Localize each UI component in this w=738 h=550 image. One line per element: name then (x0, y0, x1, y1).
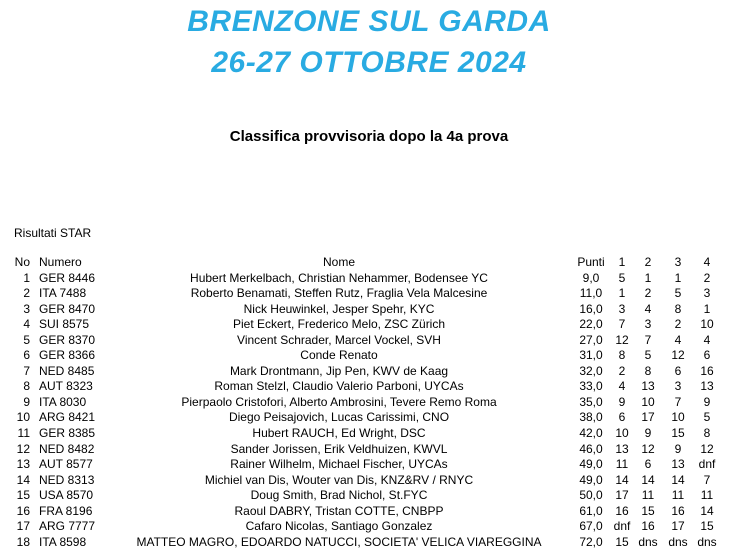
col-header-no: No (14, 255, 30, 269)
cell-race-2: 14 (641, 472, 655, 487)
cell-race-3: 3 (674, 379, 682, 394)
cell-nome: Roman Stelzl, Claudio Valerio Parboni, UYCAs (214, 379, 464, 394)
cell-punti: 72,0 (579, 534, 603, 549)
cell-punti: 16,0 (579, 301, 603, 316)
cell-race-1: 14 (615, 472, 629, 487)
cell-nome: Conde Renato (300, 348, 378, 363)
cell-race-1: 13 (615, 441, 629, 456)
cell-no: 6 (23, 348, 30, 363)
cell-race-3: 7 (674, 394, 682, 409)
cell-punti: 49,0 (579, 472, 603, 487)
cell-punti: 33,0 (579, 379, 603, 394)
cell-race-4: 6 (703, 348, 711, 363)
cell-no: 14 (16, 472, 30, 487)
cell-race-2: 7 (644, 332, 652, 347)
cell-race-3: 12 (671, 348, 685, 363)
cell-race-4: 11 (700, 488, 714, 503)
cell-numero: ARG 7777 (39, 519, 96, 534)
col-header-race-4: 4 (703, 255, 711, 269)
cell-nome: Vincent Schrader, Marcel Vockel, SVH (237, 332, 441, 347)
table-row (0, 442, 722, 458)
cell-no: 17 (16, 519, 30, 534)
table-row (0, 488, 722, 504)
event-dates: 26-27 OTTOBRE 2024 (211, 46, 527, 79)
cell-race-4: 9 (703, 394, 711, 409)
table-row (0, 302, 722, 318)
cell-race-3: 1 (674, 270, 682, 285)
cell-race-2: 2 (644, 286, 652, 301)
cell-numero: GER 8470 (39, 301, 96, 316)
cell-no: 3 (23, 301, 30, 316)
table-row (0, 364, 722, 380)
cell-punti: 35,0 (579, 394, 603, 409)
table-row (0, 286, 722, 302)
cell-nome: Rainer Wilhelm, Michael Fischer, UYCAs (230, 457, 448, 472)
cell-race-1: 4 (618, 379, 626, 394)
cell-punti: 11,0 (579, 286, 603, 301)
cell-race-2: 12 (641, 441, 655, 456)
cell-race-4: 5 (703, 410, 711, 425)
cell-nome: Pierpaolo Cristofori, Alberto Ambrosini, Tevere Remo Roma (181, 394, 497, 409)
cell-race-2: 9 (644, 426, 652, 441)
cell-race-1: 8 (618, 348, 626, 363)
cell-numero: AUT 8323 (39, 379, 93, 394)
cell-race-2: 3 (644, 317, 652, 332)
cell-race-4: 14 (700, 503, 714, 518)
cell-punti: 50,0 (579, 488, 603, 503)
cell-race-1: 5 (618, 270, 626, 285)
cell-race-4: 12 (700, 441, 714, 456)
table-row (0, 395, 722, 411)
cell-race-4: 16 (700, 363, 714, 378)
cell-race-1: 17 (615, 488, 629, 503)
cell-race-3: 10 (671, 410, 685, 425)
cell-no: 8 (23, 379, 30, 394)
cell-race-3: 15 (671, 426, 685, 441)
cell-numero: GER 8366 (39, 348, 96, 363)
table-row (0, 317, 722, 333)
cell-nome: Diego Peisajovich, Lucas Carissimi, CNO (228, 410, 450, 425)
cell-punti: 31,0 (579, 348, 603, 363)
cell-race-3: dns (668, 534, 688, 549)
cell-punti: 61,0 (579, 503, 603, 518)
cell-race-4: 15 (700, 519, 714, 534)
cell-punti: 22,0 (579, 317, 603, 332)
table-row (0, 535, 722, 550)
cell-nome: Roberto Benamati, Steffen Rutz, Fraglia Vela Malcesine (190, 286, 488, 301)
cell-race-3: 11 (671, 488, 685, 503)
cell-race-4: 3 (703, 286, 711, 301)
cell-race-1: 3 (618, 301, 626, 316)
cell-no: 4 (23, 317, 30, 332)
cell-punti: 46,0 (579, 441, 603, 456)
cell-no: 9 (23, 394, 30, 409)
cell-nome: Nick Heuwinkel, Jesper Spehr, KYC (243, 301, 435, 316)
results-body (0, 271, 722, 550)
table-row (0, 473, 722, 489)
cell-numero: ITA 7488 (39, 286, 87, 301)
cell-no: 1 (23, 270, 30, 285)
cell-punti: 49,0 (579, 457, 603, 472)
table-row (0, 379, 722, 395)
table-row (0, 333, 722, 349)
cell-race-3: 9 (674, 441, 682, 456)
table-header-row (0, 255, 722, 271)
col-header-punti: Punti (577, 255, 605, 269)
cell-nome: Michiel van Dis, Wouter van Dis, KNZ&RV / RNYC (204, 472, 474, 487)
cell-race-4: 8 (703, 426, 711, 441)
cell-numero: FRA 8196 (39, 503, 93, 518)
cell-punti: 67,0 (579, 519, 603, 534)
cell-nome: Hubert RAUCH, Ed Wright, DSC (252, 426, 426, 441)
cell-no: 11 (17, 426, 30, 441)
cell-race-3: 13 (671, 457, 685, 472)
cell-race-4: 13 (700, 379, 714, 394)
cell-no: 13 (16, 457, 30, 472)
cell-punti: 38,0 (579, 410, 603, 425)
cell-numero: SUI 8575 (39, 317, 90, 332)
cell-race-3: 14 (671, 472, 685, 487)
cell-no: 5 (23, 332, 30, 347)
cell-numero: USA 8570 (39, 488, 94, 503)
cell-race-1: 2 (618, 363, 626, 378)
cell-nome: MATTEO MAGRO, EDOARDO NATUCCI, SOCIETA' VELICA VIAREGGINA (136, 534, 542, 549)
cell-race-1: 6 (618, 410, 626, 425)
cell-no: 16 (16, 503, 30, 518)
cell-race-4: 10 (700, 317, 714, 332)
cell-punti: 9,0 (582, 270, 600, 285)
table-row (0, 271, 722, 287)
cell-no: 18 (16, 534, 30, 549)
cell-numero: GER 8446 (39, 270, 96, 285)
cell-race-3: 17 (671, 519, 685, 534)
cell-nome: Hubert Merkelbach, Christian Nehammer, Bodensee YC (190, 270, 488, 285)
cell-race-2: 13 (641, 379, 655, 394)
cell-nome: Sander Jorissen, Erik Veldhuizen, KWVL (230, 441, 448, 456)
cell-race-1: 11 (615, 457, 629, 472)
cell-race-4: 7 (703, 472, 711, 487)
cell-nome: Cafaro Nicolas, Santiago Gonzalez (245, 519, 433, 534)
col-header-race-1: 1 (618, 255, 626, 269)
table-row (0, 519, 722, 535)
cell-no: 15 (16, 488, 30, 503)
results-table (0, 255, 722, 550)
cell-race-2: 10 (641, 394, 655, 409)
cell-no: 2 (23, 286, 30, 301)
table-row (0, 348, 722, 364)
cell-race-4: 1 (703, 301, 711, 316)
cell-race-4: dnf (698, 457, 716, 472)
cell-race-1: 15 (615, 534, 629, 549)
cell-race-2: 5 (644, 348, 652, 363)
cell-numero: ARG 8421 (39, 410, 96, 425)
col-header-numero: Numero (39, 255, 82, 269)
event-title: BRENZONE SUL GARDA (187, 5, 551, 38)
col-header-race-3: 3 (674, 255, 682, 269)
page-subtitle: Classifica provvisoria dopo la 4a prova (229, 128, 509, 145)
cell-no: 12 (16, 441, 30, 456)
cell-numero: GER 8385 (39, 426, 96, 441)
cell-race-2: 16 (641, 519, 655, 534)
cell-race-2: 17 (641, 410, 655, 425)
cell-punti: 32,0 (579, 363, 603, 378)
cell-race-3: 16 (671, 503, 685, 518)
cell-no: 7 (23, 363, 30, 378)
col-header-nome: Nome (322, 255, 355, 269)
cell-race-4: 4 (703, 332, 711, 347)
cell-race-3: 6 (674, 363, 682, 378)
cell-race-1: 1 (618, 286, 626, 301)
cell-race-2: 11 (641, 488, 655, 503)
cell-race-1: dnf (613, 519, 631, 534)
cell-race-2: dns (638, 534, 658, 549)
cell-punti: 27,0 (579, 332, 603, 347)
section-label: Risultati STAR (14, 226, 92, 240)
cell-race-2: 1 (644, 270, 652, 285)
table-row (0, 504, 722, 520)
cell-race-3: 2 (674, 317, 682, 332)
table-row (0, 457, 722, 473)
table-row (0, 410, 722, 426)
cell-nome: Piet Eckert, Frederico Melo, ZSC Zürich (232, 317, 446, 332)
cell-nome: Doug Smith, Brad Nichol, St.FYC (250, 488, 428, 503)
col-header-race-2: 2 (644, 255, 652, 269)
cell-numero: NED 8485 (39, 363, 95, 378)
cell-numero: AUT 8577 (39, 457, 93, 472)
cell-race-2: 6 (644, 457, 652, 472)
cell-race-3: 8 (674, 301, 682, 316)
cell-race-3: 5 (674, 286, 682, 301)
cell-race-2: 8 (644, 363, 652, 378)
cell-numero: NED 8313 (39, 472, 95, 487)
cell-numero: ITA 8598 (39, 534, 87, 549)
cell-race-2: 4 (644, 301, 652, 316)
cell-race-4: 2 (703, 270, 711, 285)
cell-race-4: dns (697, 534, 717, 549)
cell-race-1: 9 (618, 394, 626, 409)
cell-race-1: 16 (615, 503, 629, 518)
cell-race-1: 7 (618, 317, 626, 332)
cell-race-3: 4 (674, 332, 682, 347)
cell-nome: Raoul DABRY, Tristan COTTE, CNBPP (234, 503, 444, 518)
cell-race-1: 10 (615, 426, 629, 441)
cell-numero: NED 8482 (39, 441, 95, 456)
cell-nome: Mark Drontmann, Jip Pen, KWV de Kaag (229, 363, 449, 378)
cell-numero: ITA 8030 (39, 394, 87, 409)
cell-no: 10 (16, 410, 30, 425)
cell-race-2: 15 (641, 503, 655, 518)
cell-race-1: 12 (615, 332, 629, 347)
cell-punti: 42,0 (579, 426, 603, 441)
cell-numero: GER 8370 (39, 332, 96, 347)
table-row (0, 426, 722, 442)
